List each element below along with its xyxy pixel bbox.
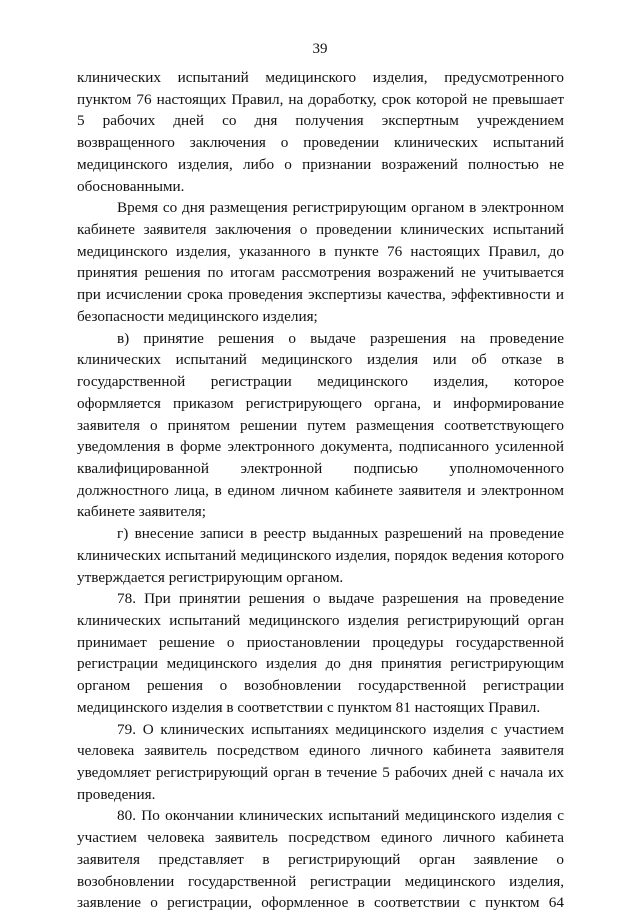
paragraph-79: 79. О клинических испытаниях медицинского изделия с участием человека заявитель посредством единого личного кабинета заявителя уведомляет регистрирующий орган в течение 5 рабочих дней с начала их проведения. [77,720,564,803]
paragraph-item-g: г) внесение записи в реестр выданных разрешений на проведение клинических испытаний медицинского изделия, порядок ведения которого утверждается регистрирующим органом. [77,525,564,586]
paragraph-item-v: в) принятие решения о выдаче разрешения на проведение клинических испытаний медицинского изделия или об отказе в государственной регистрации медицинского изделия, которое оформляется приказом регистрирующего органа, и информирование заявителя о принятом решении путем размещения соответствующего уведомления в форме электронного документа, подписанного усиленной квалифицированной электронной подписью уполномоченного должностного лица, в едином личном кабинете заявителя и электронном кабинете заявителя; [77,329,564,521]
paragraph-78: 78. При принятии решения о выдаче разрешения на проведение клинических испытаний медицинского изделия регистрирующий орган принимает решение о приостановлении процедуры государственной регистрации медицинского изделия до дня принятия регистрирующим органом решения о возобновлении государственной регистрации медицинского изделия в соответствии с пунктом 81 настоящих Правил. [77,590,564,716]
body-text [77,67,564,914]
paragraph-time-note: Время со дня размещения регистрирующим органом в электронном кабинете заявителя заключения о проведении клинических испытаний медицинского изделия, указанного в пункте 76 настоящих Правил, до принятия решения по итогам рассмотрения возражений не учитывается при исчислении срока проведения экспертизы качества, эффективности и безопасности медицинского изделия; [77,199,564,325]
page-number: 39 [312,41,328,57]
paragraph-continuation: клинических испытаний медицинского изделия, предусмотренного пунктом 76 настоящих Правил, на доработку, срок которой не превышает 5 рабочих дней со дня получения экспертным учреждением возвращенного заключения о проведении клинических испытаний медицинского изделия, либо о признании возражений полностью не обоснованными. [77,69,564,195]
paragraph-80: 80. По окончании клинических испытаний медицинского изделия с участием человека заявитель посредством единого личного кабинета заявителя представляет в регистрирующий орган заявление о возобновлении государственной регистрации медицинского изделия, заявление о регистрации, оформленное в соответствии с пунктом 64 [77,807,564,912]
